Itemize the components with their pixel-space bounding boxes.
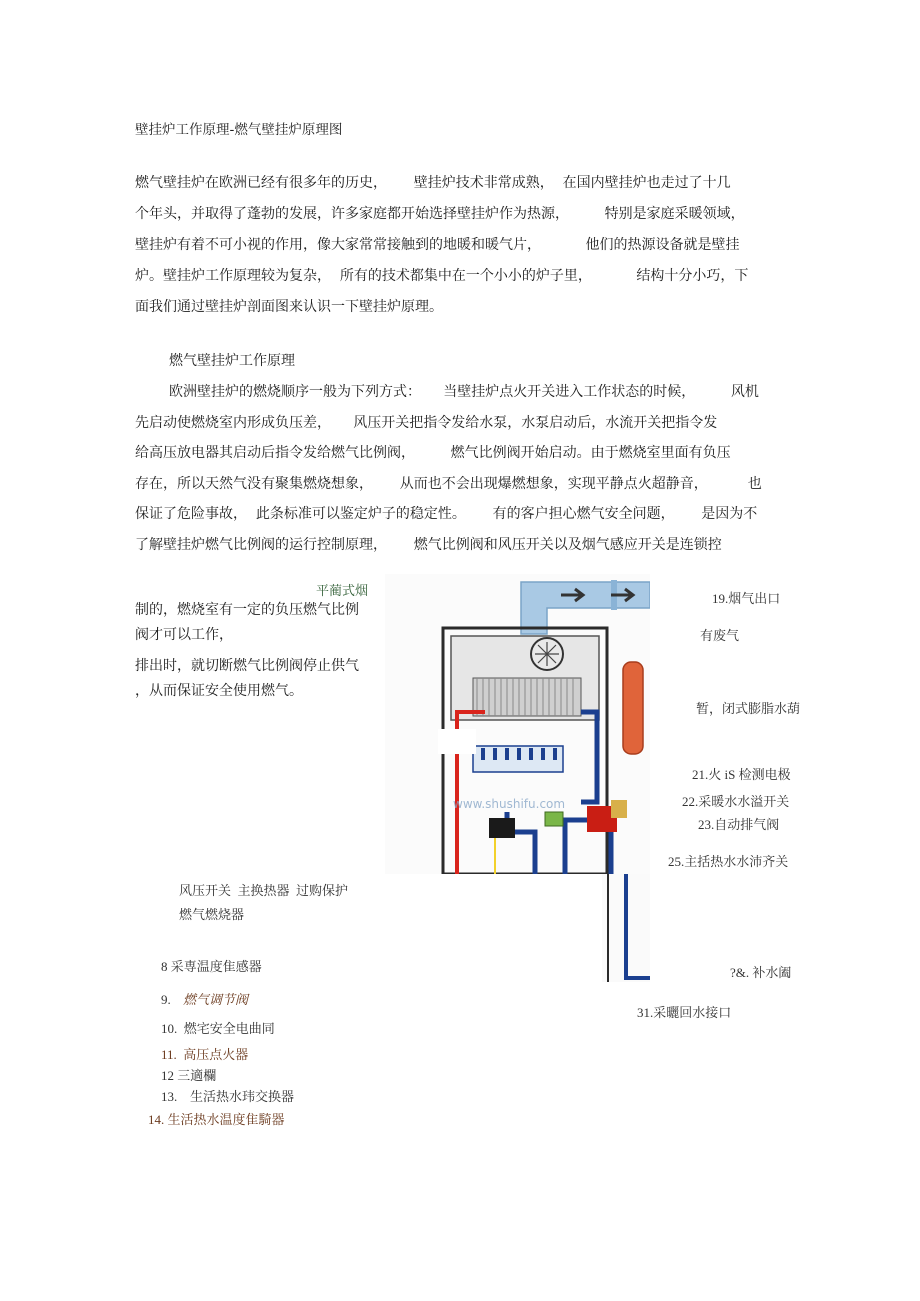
- boiler-diagram-lower-svg: [602, 874, 650, 982]
- fan-blades-icon: [535, 642, 559, 666]
- body-line: 阀才可以工作，: [135, 627, 233, 643]
- boiler-diagram-lower: [602, 874, 650, 982]
- label-item9-num: 9.: [161, 992, 171, 1007]
- label-item10: 10. 燃宅安全电曲同: [161, 1021, 275, 1036]
- label-return-inlet: 31.采曬回水接口: [637, 1005, 732, 1020]
- intro-line: 面我们通过壁挂炉剖面图来认识一下壁挂炉原理。: [135, 299, 443, 315]
- watermark: www.shushifu.com: [453, 797, 566, 811]
- label-item13-num: 13.: [161, 1089, 178, 1104]
- label-auto-vent: 23.自动排气阀: [698, 817, 780, 832]
- label-row2: 燃气燃烧器: [179, 907, 245, 922]
- body-line: 先启动使燃烧室内形成负压差， 风压开关把指令发给水泵，水泵启动后，水流开关把指令发: [135, 415, 718, 431]
- body-line: 给高压放电器其启动后指令发给燃气比例阀， 燃气比例阀开始启动。由于燃烧室里面有负压: [135, 445, 731, 461]
- label-item9: 燃气调节阀: [183, 992, 249, 1007]
- label-item14: 14. 生活热水温度隹騎器: [148, 1112, 285, 1127]
- page-title: 壁挂炉工作原理-燃气壁挂炉原理图: [135, 122, 343, 138]
- burner-jets: [483, 748, 555, 760]
- body-line: ，从而保证安全使用燃气。: [135, 683, 303, 699]
- body-line: 排出时，就切断燃气比例阀停止供气: [135, 658, 359, 674]
- label-item11: 11. 高压点火器: [161, 1047, 249, 1062]
- body-line: 制的，燃烧室有一定的负压燃气比例: [135, 602, 359, 618]
- label-overflow-switch: 22.采暖水水溢开关: [682, 794, 790, 809]
- label-item13: 生活热水玮交换器: [190, 1089, 295, 1104]
- intro-line: 燃气壁挂炉在欧洲已经有很多年的历史， 壁挂炉技术非常成熟， 在国内壁挂炉也走过了十几: [135, 175, 731, 191]
- gas-valve-green: [545, 812, 563, 826]
- label-flame-electrode: 21.火 iS 检测电极: [692, 767, 791, 782]
- label-flue-outlet: 19.烟气出口: [712, 591, 781, 606]
- pump-motor: [611, 800, 627, 818]
- gas-valve: [489, 818, 515, 838]
- label-refill: ?&. 补水阖: [730, 965, 792, 980]
- intro-line: 个年头，并取得了蓬勃的发展，许多家庭都开始选择壁挂炉作为热源， 特别是家庭采暖领域，: [135, 206, 745, 222]
- body-line: 欧洲壁挂炉的燃烧顺序一般为下列方式： 当壁挂炉点火开关进入工作状态的时候， 风机: [169, 384, 759, 400]
- body-line: 保证了危险事故， 此条标准可以鉴定炉子的稳定性。 有的客户担心燃气安全问题， 是因为不: [135, 506, 758, 522]
- diagram-mask: [438, 729, 476, 754]
- section-heading: 燃气壁挂炉工作原理: [169, 353, 295, 369]
- boiler-diagram: [385, 574, 650, 874]
- label-waste-gas: 有废气: [700, 628, 740, 643]
- body-line: 存在，所以天然气没有聚集燃烧想象， 从而也不会出现爆燃想象，实现平静点火超静音， 也: [135, 476, 762, 492]
- intro-line: 炉。壁挂炉工作原理较为复杂， 所有的技术都集中在一个小小的炉子里， 结构十分小巧，下: [135, 268, 749, 284]
- label-item12: 12 三適欄: [161, 1068, 217, 1083]
- label-row1: 风压开关 主换热器 过购保护: [179, 883, 349, 898]
- body-line: 了解壁挂炉燃气比例阀的运行控制原理， 燃气比例阀和风压开关以及烟气感应开关是连锁控: [135, 537, 722, 553]
- intro-line: 壁挂炉有着不可小视的作用，像大家常常接触到的地暖和暖气片， 他们的热源设备就是壁挂: [135, 237, 740, 253]
- boiler-diagram-svg: [385, 574, 650, 874]
- label-dhw-switch: 25.主括热水水沛齐关: [668, 854, 789, 869]
- label-expansion-tank: 暂，闭式膨脂水葫: [696, 701, 801, 716]
- label-item8: 8 采専温度隹感器: [161, 959, 262, 974]
- expansion-tank: [623, 662, 643, 754]
- diagram-top-label: 平蔺式烟: [316, 584, 369, 599]
